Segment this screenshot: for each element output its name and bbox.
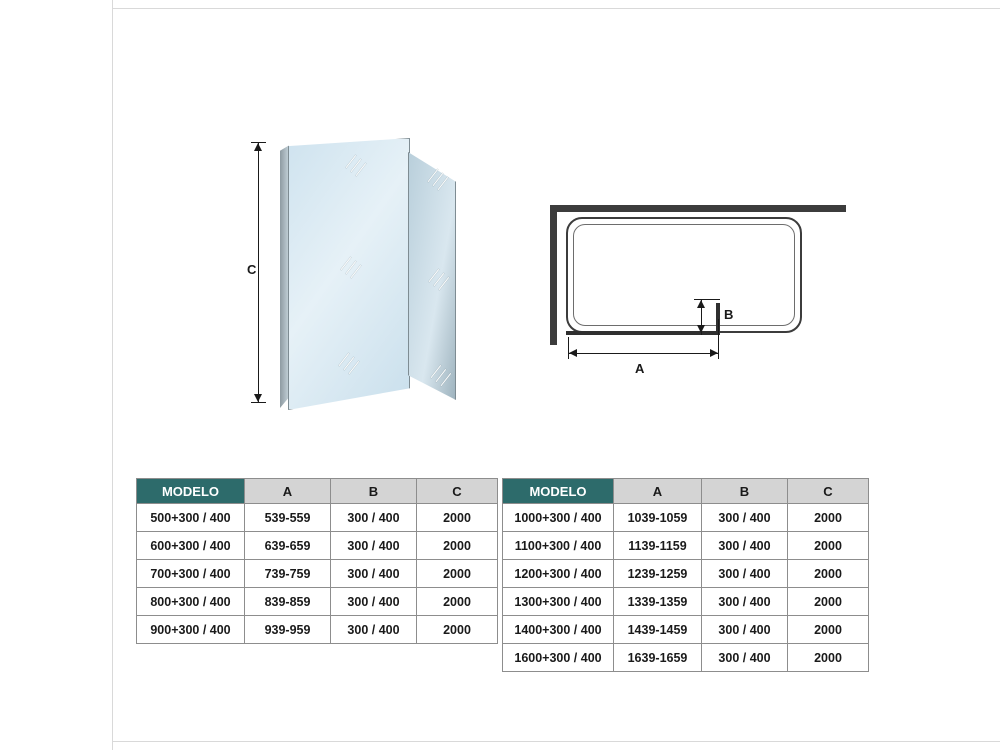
cell-c: 2000 xyxy=(788,532,869,560)
dimension-line-c xyxy=(258,142,259,402)
glass-glint-icon xyxy=(426,272,446,286)
table-row xyxy=(503,644,869,672)
column-header-a: A xyxy=(614,479,702,504)
dimension-label-b: B xyxy=(724,307,734,322)
cell-c: 2000 xyxy=(417,588,498,616)
page-border-left xyxy=(112,0,113,750)
cell-c: 2000 xyxy=(788,560,869,588)
cell-c: 2000 xyxy=(788,504,869,532)
cell-a: 1339-1359 xyxy=(614,588,702,616)
column-header-b: B xyxy=(702,479,788,504)
column-header-modelo: MODELO xyxy=(137,479,245,504)
cell-c: 2000 xyxy=(788,588,869,616)
cell-c: 2000 xyxy=(417,560,498,588)
shower-tray-plan-drawing xyxy=(530,195,850,385)
cell-a: 639-659 xyxy=(245,532,331,560)
arrow-left-icon xyxy=(569,349,577,357)
cell-b: 300 / 400 xyxy=(331,532,417,560)
glass-glint-icon xyxy=(343,158,363,172)
cell-b: 300 / 400 xyxy=(702,588,788,616)
cell-modelo: 1200+300 / 400 xyxy=(503,560,614,588)
dimension-line-a xyxy=(568,353,718,354)
table-row xyxy=(503,560,869,588)
cell-b: 300 / 400 xyxy=(702,532,788,560)
cell-modelo: 1000+300 / 400 xyxy=(503,504,614,532)
cell-b: 300 / 400 xyxy=(331,504,417,532)
cell-b: 300 / 400 xyxy=(331,560,417,588)
cell-modelo: 700+300 / 400 xyxy=(137,560,245,588)
table-row xyxy=(503,532,869,560)
cell-c: 2000 xyxy=(417,504,498,532)
cell-c: 2000 xyxy=(788,616,869,644)
table-row xyxy=(137,532,498,560)
cell-b: 300 / 400 xyxy=(331,588,417,616)
table-row xyxy=(137,588,498,616)
table-header-row xyxy=(503,479,869,504)
cell-b: 300 / 400 xyxy=(702,644,788,672)
spec-table-left xyxy=(136,478,498,644)
cell-a: 1239-1259 xyxy=(614,560,702,588)
glass-glint-icon xyxy=(338,260,358,274)
arrow-up-icon xyxy=(254,143,262,151)
wall-left xyxy=(550,205,557,345)
cell-a: 839-859 xyxy=(245,588,331,616)
cell-a: 539-559 xyxy=(245,504,331,532)
wall-top xyxy=(550,205,846,212)
cell-a: 1439-1459 xyxy=(614,616,702,644)
glass-panel-plan-main xyxy=(566,331,718,335)
cell-c: 2000 xyxy=(788,644,869,672)
table-row xyxy=(503,588,869,616)
cell-b: 300 / 400 xyxy=(331,616,417,644)
column-header-b: B xyxy=(331,479,417,504)
arrow-down-icon xyxy=(254,394,262,402)
arrow-up-icon xyxy=(697,300,705,308)
table-row xyxy=(137,616,498,644)
column-header-a: A xyxy=(245,479,331,504)
table-row xyxy=(503,616,869,644)
column-header-modelo: MODELO xyxy=(503,479,614,504)
dimension-cap-c-bottom xyxy=(251,402,266,403)
shower-tray-inner-outline xyxy=(573,224,795,326)
cell-a: 1139-1159 xyxy=(614,532,702,560)
table-header-row xyxy=(137,479,498,504)
table-row xyxy=(503,504,869,532)
table-row xyxy=(137,560,498,588)
cell-b: 300 / 400 xyxy=(702,560,788,588)
glass-glint-icon xyxy=(336,356,356,370)
cell-c: 2000 xyxy=(417,532,498,560)
cell-modelo: 1600+300 / 400 xyxy=(503,644,614,672)
cell-modelo: 800+300 / 400 xyxy=(137,588,245,616)
cell-modelo: 1100+300 / 400 xyxy=(503,532,614,560)
cell-modelo: 500+300 / 400 xyxy=(137,504,245,532)
cell-modelo: 1300+300 / 400 xyxy=(503,588,614,616)
arrow-right-icon xyxy=(710,349,718,357)
column-header-c: C xyxy=(417,479,498,504)
dimension-label-a: A xyxy=(635,361,645,376)
cell-b: 300 / 400 xyxy=(702,504,788,532)
cell-a: 939-959 xyxy=(245,616,331,644)
cell-modelo: 1400+300 / 400 xyxy=(503,616,614,644)
page-border-top xyxy=(112,8,1000,9)
dimension-label-c: C xyxy=(247,262,257,277)
arrow-down-icon xyxy=(697,325,705,333)
glass-glint-icon xyxy=(425,172,445,186)
glass-glint-icon xyxy=(428,368,448,382)
dimension-tick-a-right xyxy=(718,319,719,359)
cell-a: 739-759 xyxy=(245,560,331,588)
spec-table-right xyxy=(502,478,869,672)
cell-c: 2000 xyxy=(417,616,498,644)
cell-modelo: 900+300 / 400 xyxy=(137,616,245,644)
glass-panel-edge xyxy=(280,140,289,408)
page-border-bottom xyxy=(112,741,1000,742)
column-header-c: C xyxy=(788,479,869,504)
cell-a: 1639-1659 xyxy=(614,644,702,672)
table-row xyxy=(137,504,498,532)
shower-screen-perspective-drawing xyxy=(240,120,500,430)
cell-b: 300 / 400 xyxy=(702,616,788,644)
cell-a: 1039-1059 xyxy=(614,504,702,532)
cell-modelo: 600+300 / 400 xyxy=(137,532,245,560)
